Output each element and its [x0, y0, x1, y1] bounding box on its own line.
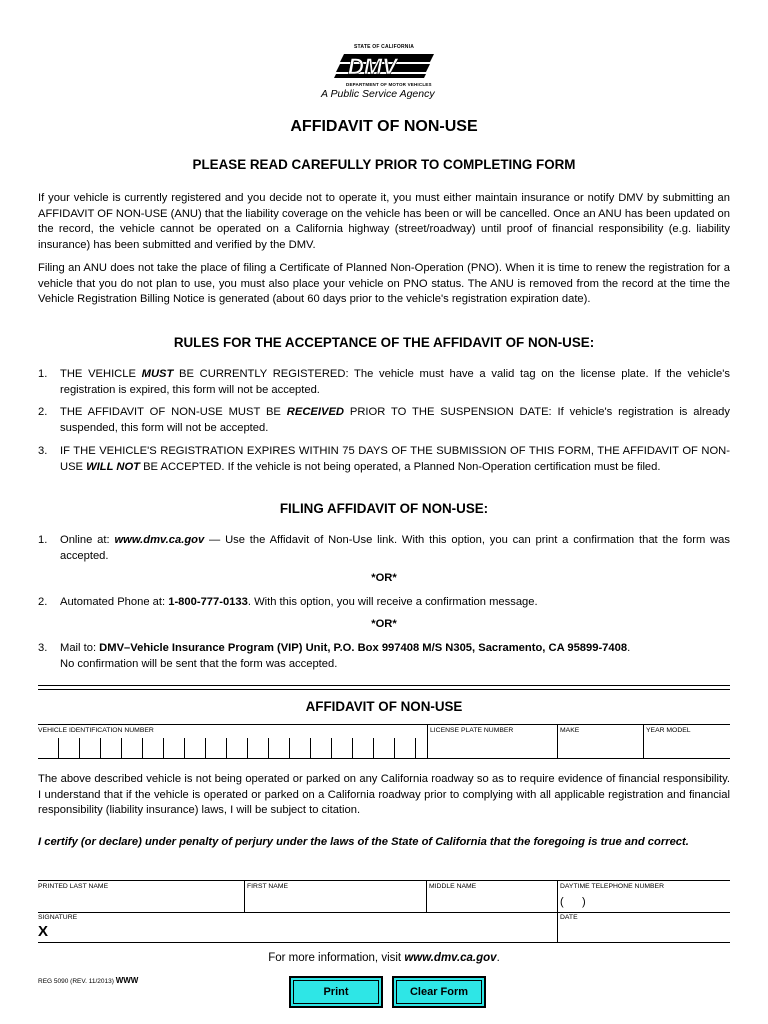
phone-input[interactable] [598, 892, 729, 911]
page-subtitle: PLEASE READ CAREFULLY PRIOR TO COMPLETING FORM [192, 157, 576, 172]
vin-box-divider [226, 738, 227, 758]
section-divider [38, 685, 730, 686]
vin-box-divider [373, 738, 374, 758]
perjury-certification: I certify (or declare) under penalty of perjury under the laws of the State of California that the foregoing is true and correct. [38, 836, 689, 848]
logo-dmv-text: DMV [348, 54, 397, 79]
license-plate-label: LICENSE PLATE NUMBER [430, 727, 514, 734]
middle-name-label: MIDDLE NAME [429, 883, 477, 890]
form-title: AFFIDAVIT OF NON-USE [305, 699, 463, 714]
signature-label: SIGNATURE [38, 914, 78, 921]
footer-website-link[interactable]: www.dmv.ca.gov [404, 952, 497, 964]
vin-box-divider [121, 738, 122, 758]
dmv-logo [334, 44, 438, 90]
middle-name-input[interactable] [427, 892, 556, 911]
first-name-input[interactable] [245, 892, 425, 911]
signature-input[interactable] [54, 922, 554, 941]
rule-number: 1. [38, 368, 48, 380]
form-grid-line [38, 724, 730, 725]
rule-item-1 [38, 367, 730, 399]
date-label: DATE [560, 914, 578, 921]
dmv-website-link[interactable]: www.dmv.ca.gov [114, 534, 205, 546]
vin-box-divider [163, 738, 164, 758]
make-input[interactable] [558, 738, 642, 758]
intro-paragraph-1: If your vehicle is currently registered and you decide not to operate it, you must either maintain insurance or notify DMV by submitting an AFFIDAVIT OF NON-USE (ANU) that the liability coverage on the vehicle has been or will be cancelled. Once an ANU has been updated on the record, the vehicle cannot be operated on a California highway (street/roadway) until proof of financial responsibility (e.g. liability insurance) has been submitted and verified by the DMV. [38, 192, 730, 251]
date-input[interactable] [558, 922, 729, 941]
make-label: MAKE [560, 727, 580, 734]
last-name-input[interactable] [38, 892, 243, 911]
vin-box-divider [100, 738, 101, 758]
rule-item-2 [38, 405, 730, 437]
filing-text: Automated Phone at: 1-800-777-0133. With this option, you will receive a confirmation message. [60, 596, 538, 608]
vin-box-divider [79, 738, 80, 758]
dmv-logo-mark [334, 50, 438, 82]
vin-box-divider [394, 738, 395, 758]
vin-box-divider [58, 738, 59, 758]
phone-area-code: ( ) [560, 896, 586, 908]
signature-mark: X [38, 923, 49, 940]
rule-number: 2. [38, 406, 48, 418]
vin-box-divider [331, 738, 332, 758]
logo-department-text: DEPARTMENT OF MOTOR VEHICLES [346, 82, 432, 87]
filing-item-1 [38, 533, 730, 565]
vin-label: VEHICLE IDENTIFICATION NUMBER [38, 727, 154, 734]
last-name-label: PRINTED LAST NAME [38, 883, 109, 890]
phone-number: 1-800-777-0133 [168, 596, 248, 608]
filing-number: 2. [38, 596, 48, 608]
print-button[interactable]: Print [289, 976, 383, 1008]
rule-text: THE VEHICLE MUST BE CURRENTLY REGISTERED: The vehicle must have a valid tag on the license plate. If the vehicle's registration is expired, this form will not be accepted. [60, 368, 730, 396]
non-use-statement: The above described vehicle is not being operated or parked on any California roadway so as to require evidence of financial responsibility. I understand that if the vehicle is operated or parked on a California roadway prior to complying with all applicable registration and financial responsibility (liability insurance) laws, I will be subject to citation. [38, 773, 730, 816]
vin-box-divider [289, 738, 290, 758]
vin-box-divider [352, 738, 353, 758]
rules-heading: RULES FOR THE ACCEPTANCE OF THE AFFIDAVIT OF NON-USE: [173, 335, 595, 350]
vin-box-divider [205, 738, 206, 758]
form-grid-line [38, 880, 730, 881]
form-number: REG 5090 (REV. 11/2013) WWW [38, 976, 139, 985]
form-grid-line [38, 758, 730, 759]
vin-input[interactable] [38, 738, 426, 758]
vin-box-divider [415, 738, 416, 758]
section-divider [38, 689, 730, 690]
phone-label: DAYTIME TELEPHONE NUMBER [560, 883, 664, 890]
intro-paragraph-2: Filing an ANU does not take the place of filing a Certificate of Planned Non-Operation (PNO). When it is time to renew the registration for a vehicle that you do not plan to use, you must also place your vehicle on PNO status. The ANU is removed from the record at the time the Vehicle Registration Billing Notice is generated (about 60 days prior to the vehicle's registration expiration date). [38, 262, 730, 305]
vin-box-divider [268, 738, 269, 758]
page-title: AFFIDAVIT OF NON-USE [290, 118, 478, 135]
or-separator-1: *OR* [371, 572, 397, 584]
vin-box-divider [247, 738, 248, 758]
vin-box-divider [310, 738, 311, 758]
filing-number: 1. [38, 534, 48, 546]
year-model-input[interactable] [644, 738, 730, 758]
rule-text: THE AFFIDAVIT OF NON-USE MUST BE RECEIVED PRIOR TO THE SUSPENSION DATE: If vehicle's registration is already suspended, this form will not be accepted. [60, 406, 730, 434]
rule-text: IF THE VEHICLE'S REGISTRATION EXPIRES WITHIN 75 DAYS OF THE SUBMISSION OF THIS FORM, THE AFFIDAVIT OF NON-USE WILL NOT BE ACCEPTED. If the vehicle is not being operated, a Planned Non-Operation certification must be filed. [60, 445, 730, 473]
filing-number: 3. [38, 642, 48, 654]
filing-heading: FILING AFFIDAVIT OF NON-USE: [279, 501, 489, 516]
tagline: A Public Service Agency [321, 88, 435, 100]
or-separator-2: *OR* [371, 618, 397, 630]
rule-item-3 [38, 444, 730, 492]
logo-state-text: STATE OF CALIFORNIA [354, 44, 414, 50]
vin-box-divider [142, 738, 143, 758]
rule-number: 3. [38, 445, 48, 457]
filing-item-2 [38, 595, 730, 611]
mailing-address: DMV–Vehicle Insurance Program (VIP) Unit, P.O. Box 997408 M/S N305, Sacramento, CA 95899-7408 [99, 642, 628, 654]
clear-form-button[interactable]: Clear Form [392, 976, 486, 1008]
year-model-label: YEAR MODEL [646, 727, 691, 734]
more-info-text: For more information, visit www.dmv.ca.gov. [268, 952, 500, 964]
filing-text: Mail to: DMV–Vehicle Insurance Program (VIP) Unit, P.O. Box 997408 M/S N305, Sacramento, CA 95899-7408. No confirmation will be sent that the form was accepted. [60, 642, 631, 670]
vin-box-divider [184, 738, 185, 758]
license-plate-input[interactable] [428, 738, 556, 758]
form-grid-line [38, 912, 730, 913]
filing-text: Online at: www.dmv.ca.gov — Use the Affidavit of Non-Use link. With this option, you can print a confirmation that the form was accepted. [60, 534, 731, 562]
filing-item-3 [38, 641, 730, 673]
form-grid-line [38, 942, 730, 943]
first-name-label: FIRST NAME [247, 883, 289, 890]
